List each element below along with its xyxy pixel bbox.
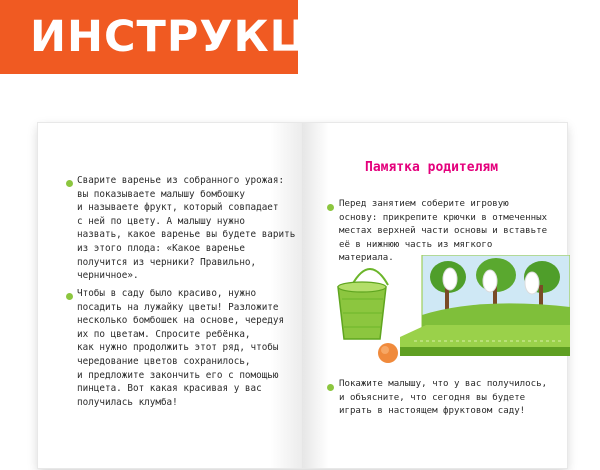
text-line: Сварите варенье из собранного урожая: xyxy=(77,175,285,186)
text-line: получилась клумба! xyxy=(77,396,178,408)
text-line: основу: прикрепите крючки в отмеченных xyxy=(339,212,548,223)
text-line: как нужно продолжить этот ряд, чтобы xyxy=(77,342,279,354)
text-line: из этого плода: «Какое варенье xyxy=(77,242,245,254)
bullet-icon xyxy=(327,384,334,391)
text-line: играть в настоящем фруктовом саду! xyxy=(339,406,526,417)
text-line: черничное». xyxy=(77,270,139,282)
text-line: Покажите малышу, что у вас получилось, xyxy=(339,379,548,389)
text-line: с ней по цвету. А малышу нужно xyxy=(77,215,245,227)
text-line: Перед занятием соберите игровую xyxy=(339,199,509,209)
bullet-icon xyxy=(66,180,73,187)
text-line: и предложите закончить его с помощью xyxy=(77,369,279,381)
text-line: Чтобы в саду было красиво, нужно xyxy=(77,288,257,299)
text-line: пинцета. Вот какая красивая у вас xyxy=(77,383,262,395)
bullet-icon xyxy=(66,293,73,300)
left-paragraph-1 xyxy=(77,174,295,283)
memo-title: Памятка родителям xyxy=(365,160,499,175)
text-line: чередование цветов сохранилось, xyxy=(77,355,251,367)
right-paragraph-2 xyxy=(339,378,547,419)
text-line: их по цветам. Спросите ребёнка, xyxy=(77,328,251,340)
text-line: несколько бомбошек на основе, чередуя xyxy=(77,315,285,327)
text-line: получится из черники? Правильно, xyxy=(77,256,257,268)
text-line: посадить на лужайку цветы! Разложите xyxy=(77,301,279,313)
garden-illustration xyxy=(330,255,570,370)
title-banner xyxy=(0,0,382,74)
text-line: назвать, какое варенье вы будете варить xyxy=(77,229,296,241)
text-line: её в нижнюю часть из мягкого xyxy=(339,239,493,250)
text-line: местах верхней части основы и вставьте xyxy=(339,226,548,237)
text-line: и называете фрукт, который совпадает xyxy=(77,202,279,214)
garden-board-icon xyxy=(400,255,570,356)
banner-title: ИНСТРУКЦИЯ xyxy=(30,12,382,62)
text-line: материала. xyxy=(339,253,394,264)
left-paragraph-2 xyxy=(77,287,284,409)
bucket-icon xyxy=(338,269,388,339)
text-line: вы показываете малышу бомбошку xyxy=(77,188,245,200)
text-line: и объясните, что сегодня вы будете xyxy=(339,392,526,403)
bullet-icon xyxy=(327,204,334,211)
pompom-ball-icon xyxy=(378,343,398,363)
